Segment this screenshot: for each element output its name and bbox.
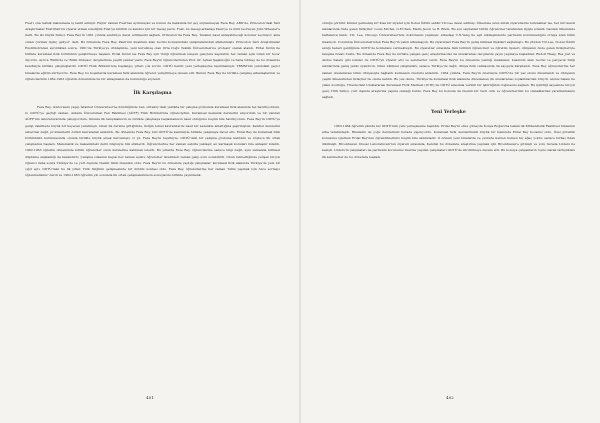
- paragraph: 1963-1964 öğretim yılında biz ODTÜ'nün yeni yerleşkesine taşındık. Erdal Bey'in ofisi, güneyde Konya Boğazı'na bakan ilk Mühendislik Fakültesi binasının arka tarafındaydı. Binaların de çoğu derslerimiz burada yapılıyordu. Kuramsal fizik derslerimizin büyük bir kısmında Erdal Bey hocamız oldu. Özel görelilik konusunu işlerken Erdal Bey'den öğrendiklerimiz bugün bile aklımdadır. O dönem yeni binalarda ve çevrede hemen hemen hiç ağaç yoktu; sadece birkaç fidan dikilmişti. Brookhaven Ulusal Laboratuvarı'nın ziyareti sırasında, Kendisi bu dönemde araştırma yapmak için Brookhaven'e gitmişti ve yolu burada Lüders ile kesişti. Lüders'in çalışmaları ile paritenin korunumu üzerine yapılan çalışmaları ODTÜ'de sürdürmeye devam etti. Bu konuya çalışanların toplu olarak tartıştıkları ilk seminerler de bu dönemde başladı.: [322, 123, 575, 159]
- paragraph: Feza Bey, doktorasını yapıp İstanbul Üniversitesi'ne döndüğünde ben, Ortaköy'deki yazlıkta bir çalışma grubunda kuramsal fizik alanında tez hazırlıyordum. O, ODTÜ'ye geçtiği zaman, Ankara Üniversitesi Fen Fakültesi (AÜFF) Fizik Bölümü'nde öğrenciydim. Kuramsal mekanik derslerini alıyordum ve bir yandan AÜFF'nin laboratuvarında çalışıyordum. Onunla ilk tanışmamızın ve birlikte çalışmaya başlamamızın nasıl olduğunu bugün bile hatırlıyorum. Feza Bey'in ODTÜ'ye gelişi, fakültede büyük bir heyecan yaratmıştı. Onun ilk dersine gittiğimde, fiziğin temel kavramlarını nasıl bir sadelikle anlattığına şaşırmıştım. Kendisi derslerini ezberden değil, problemlerin özünü kavratarak anlatırdı. Bu dönemde Feza Bey, bizi ODTÜ'de kendisiyle birlikte çalışmaya davet etti. Erdal Bey de kuramsal fizik bölümünün kurulmasında onunla birlikte büyük emek harcamıştı. O yıl, Feza Bey'in teşvikiyle, ODTÜ'deki bir çalışma grubuna katıldım ve böylece ilk ortak çalışmamız başladı. Matematik ve mekanikteki derin bilgisiyle bizi etkilerdi. Öğrencilerine her zaman sabırla yaklaşır, en karmaşık konuları bile anlaşılır kılardı. 1962-1963 öğretim döneminde bütün öğrenciler onun derslerine katılmak isterdi. Bu yıllarda Feza Bey, öğrencilerine sadece bilgi değil, aynı zamanda bilimsel düşünme alışkanlığı da kazandırdı. Çalışma odasının kapısı her zaman açıktı; öğrenciler istedikleri zaman gelip soru sorabilirdi. Onun rehberliğinde yetişen birçok öğrenci daha sonra Türkiye'de ve yurt dışında önemli bilim insanları oldu. Feza Bey'in bu dönemde yaptığı çalışmalar, kuramsal fizik alanında Türkiye'de yeni bir çığır açtı. ODTÜ'deki bu ilk yıllar, Türk fiziğinin gelişmesinde bir dönüm noktası oldu. Feza Bey, öğrencilerine her zaman 'bilim yapmak için önce sormayı öğrenmelisiniz' derdi ve 1962-1963 öğretim yılı sonunda ilk ortak çalışmalarımızın sonuçlarını birlikte yayımladık.: [25, 105, 280, 178]
- page-number: 402: [446, 395, 454, 400]
- page-number: 401: [146, 395, 154, 400]
- paragraph: Fuat'ı ona teknik malzemede iş teklif etmişti. Hiçbir zaman Fuat'tan ayrılmayan ve bunun da hakkında bir şey söylenmeyen Feza Bey, ABD'de, Princeton'daki İleri Araştırmalar Enstitüsü'nü ziyaret etmek istediğini Fuat'ya bildirdi ve kendisi için bir mesaj yazdı. Fuat, bu mesajı arkadaşı Pauli'ye ve ünlü teorisyen John Wheeler'e iletti. Bu iki büyük fizikçi, Feza Bey'in 1961 yılında enstitüye davet edilmesini sağladı. Princeton'da Feza Bey, 'İnsanın nasıl anlayabileceği konular seçmiyor, ama onları çözmek ilginç geliyor' dedi. Bu dönemde Feza Bey, Pauli'nin kuantum alan teorisi konusundaki çalışmalarından etkilenmişti. Princeton İleri Araştırmalar Enstitüsü'nden ayrıldıktan sonra, 1961'de Türkiye'ye dönüşünde, yeni kurulmuş olan Orta Doğu Teknik Üniversitesi'ne profesör olarak atandı. Erdal İnönü ile birlikte kuramsal fizik bölümünü geliştirmeye başladı. Erdal İnönü ise Feza Bey için 'fiziği öğrenmek isteyen gençlere kapılarını her zaman açık tutan bir hoca' diyordu. Ayrıca 'Bilim'de ve 'Bilim Dünyası' dergilerinde çeşitli yazılar yazdı. Feza Bey'in öğrencilerinden Prof. Dr. Ayhan Şaşkınoğlu ve Saba Gürsey de bu dönemde kendisiyle birlikte çalışmışlardır. ODTÜ Fizik Bölümü'nde başlangıç yılları çok zordu. ODTÜ henüz yeni yerleşkesine taşınmamıştı; TBMM'nin yanındaki geçici binalarda eğitim sürüyordu. Feza Bey, bu koşullarda kuramsal fizik alanında öğrenci yetiştirmeye devam etti. Bunun Feza Bey ile birlikte çalışmış arkadaşlarının ve öğrencilerinin 1962-1963 öğretim döneminde bu bir anlaşmanın da bulunduğu söylenir.: [25, 21, 280, 81]
- right-page: [300, 0, 600, 423]
- paragraph: olduğu görülür. Kimler gelmemiş ki? Kısa bir ziyaret için Nobel Ödülü sahibi T.D.Lee davet edilmiş. Ülkemize uzun süreli ziyaretlerde bulunanlar ise, her biri kendi alanlarında önde gelen fizikçiler: Louis Michel, G.F.Chew, Maris Jacob ve R. Blum. Bu son sayılanlar bütün öğrenciler tarafından ilgiyle izlendi; bazıları ülkemizde haftalarca kaldı. T.D. Lee, Chicago Üniversitesi'nde doktorasını yapmıştı; arkadaşı C.N.Yang ile eşit etkileşimlerde paritenin korunmadığını ortaya atan bilim insanıydı. Columbia Üniversitesi'nden Feza Bey'in yakın arkadaşıydı. Bu ziyaretleri Feza Bey'in geniş bilimsel ilişkileri sağlamıştı. Bu yüzden T.D.Lee, Nobel Ödülü aldığı haberi geldiğinde ODTÜ'de konferans vermekteydi. Bu ziyaretler sırasında fizik bölümü öğrencileri ve öğretim üyeleri, dünyanın önde gelen fizikçileriyle tanışma fırsatı buldu. Bu dönemde Feza Bey ile birlikte çalışan genç araştırmacılar da uluslararası dergilerde yayın yapmaya başladılar. Rudolf Haag, Res Jost ve Abdus Salam gibi isimler de ODTÜ'yü ziyaret etti ve seminerler verdi. Feza Bey'in bu dönemde yazdığı makaleler, kuantum alan teorisi ve parçacık fiziği alanlarında geniş yankı uyandırdı. Onun bilimsel çalışmaları, sadece Türkiye'de değil, dünya fizik camiasında da saygıyla karşılandı. Feza Bey öğrencilerine her zaman uluslararası bilim dünyasıyla bağlantı kurmanın önemini anlatırdı. 1964 yılında, Feza Bey'in önerisiyle ODTÜ'de bir yaz okulu düzenlendi ve dünyanın çeşitli ülkelerinden fizikçiler bu okula katıldı. Bu yaz okulu, Türkiye'de kuramsal fizik alanında düzenlenen ilk uluslararası toplantılardan biriydi. Abdus Salam ile yakın dostluğu, Trieste'deki Uluslararası Kuramsal Fizik Merkezi (ICTP) ile ODTÜ arasında verimli bir işbirliğinin doğmasını sağladı. Bu işbirliği sayesinde birçok genç Türk fizikçi, yurt dışında araştırma yapma olanağı buldu. Feza Bey bu konuda da önemli bir öncü oldu ve öğrencilerinin bu olanaklardan yararlanmasını sağladı.: [322, 21, 575, 100]
- section-heading: İlk Karşılaşma: [133, 91, 172, 97]
- section-heading: Yeni Yerleşke: [431, 109, 466, 115]
